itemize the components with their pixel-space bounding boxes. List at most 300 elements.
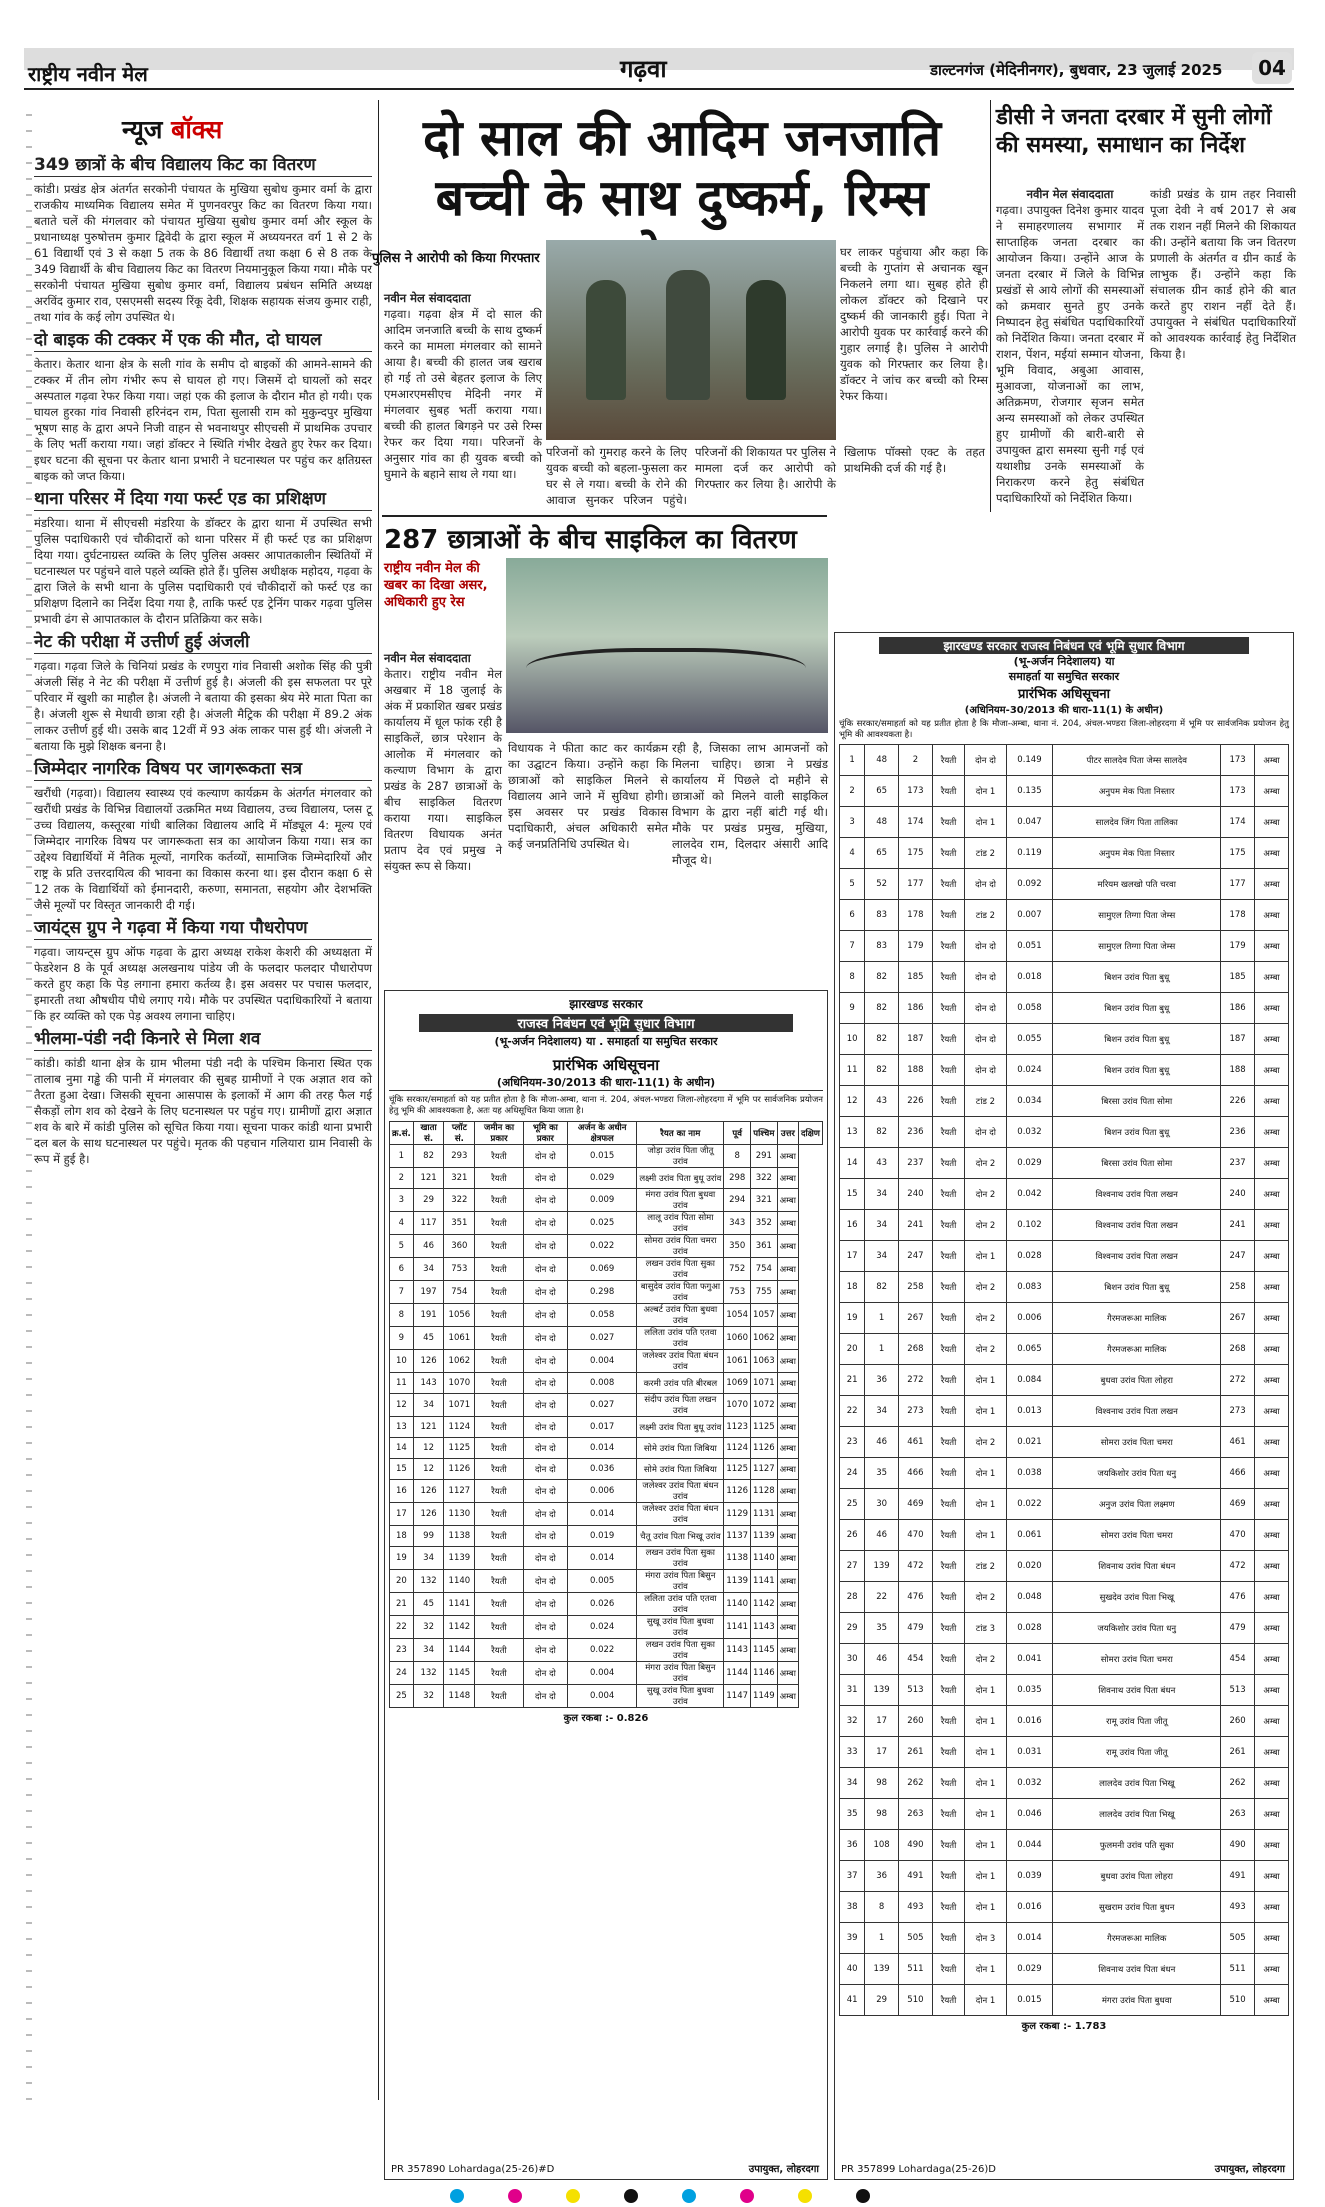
table-cell: 34 xyxy=(413,1258,444,1281)
table-cell: 173 xyxy=(1221,776,1255,807)
table-cell: 268 xyxy=(1221,1334,1255,1365)
table-row xyxy=(840,1334,1289,1365)
table-cell: अम्बा xyxy=(1254,1334,1288,1365)
table-cell: 1126 xyxy=(724,1480,751,1503)
table-row xyxy=(840,776,1289,807)
table-cell: बिशन उरांव पिता बुधू xyxy=(1053,1024,1221,1055)
left-story-headline: नेट की परीक्षा में उत्तीर्ण हुई अंजली xyxy=(34,631,372,654)
table-cell: रैयती xyxy=(475,1281,523,1304)
table-cell: 1144 xyxy=(444,1639,475,1662)
table-cell: अम्बा xyxy=(1254,1024,1288,1055)
table-row xyxy=(840,1675,1289,1706)
table-cell: दोन दो xyxy=(523,1480,567,1503)
table-cell: टांड 3 xyxy=(965,1613,1006,1644)
table-cell: 19 xyxy=(840,1303,865,1334)
table-cell: 27 xyxy=(840,1551,865,1582)
table-cell: 0.051 xyxy=(1006,931,1053,962)
table-row xyxy=(840,1582,1289,1613)
table-cell: 0.039 xyxy=(1006,1861,1053,1892)
table-cell: 0.028 xyxy=(1006,1241,1053,1272)
column-bar-left xyxy=(26,100,32,2100)
table-cell: करमी उरांव पति बीरबल xyxy=(637,1373,724,1394)
table-cell: 0.017 xyxy=(568,1417,637,1438)
table-cell: रैयती xyxy=(475,1459,523,1480)
table-cell: 0.032 xyxy=(1006,1768,1053,1799)
table-cell: 108 xyxy=(865,1830,899,1861)
table-cell: 0.025 xyxy=(568,1212,637,1235)
table-cell: 226 xyxy=(1221,1086,1255,1117)
table-cell: सुखराम उरांव पिता बुधन xyxy=(1053,1892,1221,1923)
table-cell: 32 xyxy=(413,1685,444,1708)
table-row xyxy=(840,1458,1289,1489)
table-cell: रैयती xyxy=(932,838,965,869)
lead-headline: दो साल की आदिम जनजाति बच्ची के साथ दुष्कर्म, रिम्स xyxy=(423,109,941,227)
table-cell: 32 xyxy=(413,1616,444,1639)
table-cell: 1 xyxy=(865,1303,899,1334)
table-row xyxy=(390,1145,823,1168)
table-cell: दोन दो xyxy=(523,1212,567,1235)
table-cell: 0.048 xyxy=(1006,1582,1053,1613)
table-cell: मंगरा उरांव पिता बिसुन उरांव xyxy=(637,1662,724,1685)
table-cell: दोन दो xyxy=(523,1570,567,1593)
table-cell: अम्बा xyxy=(1254,1830,1288,1861)
table-row xyxy=(390,1189,823,1212)
table-cell: 267 xyxy=(899,1303,933,1334)
table-cell: अम्बा xyxy=(777,1503,798,1526)
table-cell: दोन 2 xyxy=(965,1272,1006,1303)
table-cell: 268 xyxy=(899,1334,933,1365)
table-cell: रैयती xyxy=(475,1616,523,1639)
table-cell: रैयती xyxy=(932,1675,965,1706)
table-cell: रैयती xyxy=(475,1304,523,1327)
table-cell: 143 xyxy=(413,1373,444,1394)
table-cell: 236 xyxy=(1221,1117,1255,1148)
table-cell: 12 xyxy=(413,1438,444,1459)
table-header: दक्षिण xyxy=(798,1122,822,1145)
table-cell: गैरमजरूआ मालिक xyxy=(1053,1303,1221,1334)
table-cell: 4 xyxy=(390,1212,414,1235)
table-cell: 294 xyxy=(724,1189,751,1212)
section-name: गढ़वा xyxy=(620,55,667,83)
table-cell: 1131 xyxy=(751,1503,778,1526)
table-cell: दोन 1 xyxy=(965,807,1006,838)
table-row xyxy=(840,1799,1289,1830)
table-cell: अम्बा xyxy=(777,1459,798,1480)
notice-a-act: (अधिनियम-30/2013 की धारा-11(1) के अधीन) xyxy=(389,1075,823,1091)
masthead: राष्ट्रीय नवीन मेल xyxy=(28,62,148,86)
table-cell: दोन दो xyxy=(523,1593,567,1616)
table-cell: 15 xyxy=(390,1459,414,1480)
table-cell: 98 xyxy=(865,1768,899,1799)
table-cell: 12 xyxy=(390,1394,414,1417)
table-cell: 48 xyxy=(865,745,899,776)
table-cell: 17 xyxy=(865,1706,899,1737)
news-box-label: न्यूज बॉक्स xyxy=(122,115,223,144)
table-cell: रैयती xyxy=(475,1235,523,1258)
table-cell: रैयती xyxy=(932,1148,965,1179)
table-cell: रैयती xyxy=(932,807,965,838)
table-cell: 15 xyxy=(840,1179,865,1210)
table-cell: 0.034 xyxy=(1006,1086,1053,1117)
table-cell: 35 xyxy=(865,1458,899,1489)
table-cell: 45 xyxy=(413,1327,444,1350)
table-cell: संदीप उरांव पिता लखन उरांव xyxy=(637,1394,724,1417)
table-cell: रैयती xyxy=(932,1613,965,1644)
table-row xyxy=(840,1551,1289,1582)
table-cell: रैयती xyxy=(475,1373,523,1394)
table-cell: 1071 xyxy=(751,1373,778,1394)
table-cell: 0.022 xyxy=(568,1235,637,1258)
table-cell: 1142 xyxy=(751,1593,778,1616)
table-cell: रामू उरांव पिता जीतू xyxy=(1053,1706,1221,1737)
table-cell: 40 xyxy=(840,1954,865,1985)
table-cell: 46 xyxy=(865,1427,899,1458)
table-cell: अम्बा xyxy=(777,1438,798,1459)
table-cell: 7 xyxy=(390,1281,414,1304)
table-cell: दोन 1 xyxy=(965,1365,1006,1396)
table-cell: 14 xyxy=(390,1438,414,1459)
table-cell: 1145 xyxy=(444,1662,475,1685)
table-cell: 0.013 xyxy=(1006,1396,1053,1427)
table-cell: 173 xyxy=(1221,745,1255,776)
table-row xyxy=(840,1520,1289,1551)
table-row xyxy=(390,1212,823,1235)
table-cell: 0.092 xyxy=(1006,869,1053,900)
table-cell: अम्बा xyxy=(777,1417,798,1438)
table-cell: 2 xyxy=(390,1168,414,1189)
table-row xyxy=(390,1327,823,1350)
table-row xyxy=(840,1117,1289,1148)
table-cell: दोन दो xyxy=(523,1685,567,1708)
table-row xyxy=(390,1685,823,1708)
table-cell: 454 xyxy=(1221,1644,1255,1675)
table-cell: दोन दो xyxy=(965,745,1006,776)
table-cell: दोन दो xyxy=(523,1503,567,1526)
table-cell: 22 xyxy=(865,1582,899,1613)
table-cell: अम्बा xyxy=(1254,869,1288,900)
table-cell: दोन 1 xyxy=(965,1892,1006,1923)
table-header: जमीन का प्रकार xyxy=(475,1122,523,1145)
table-cell: 360 xyxy=(444,1235,475,1258)
notice-a-total: कुल रकबा :- 0.826 xyxy=(563,1713,649,1724)
notice-a-title: प्रारंभिक अधिसूचना xyxy=(552,1056,660,1074)
table-cell: 1142 xyxy=(444,1616,475,1639)
table-cell: दोन दो xyxy=(965,962,1006,993)
table-row xyxy=(390,1258,823,1281)
table-cell: 0.016 xyxy=(1006,1706,1053,1737)
table-cell: 1070 xyxy=(724,1394,751,1417)
table-cell: 1 xyxy=(865,1334,899,1365)
table-cell: अम्बा xyxy=(1254,1861,1288,1892)
table-cell: 361 xyxy=(751,1235,778,1258)
table-cell: 321 xyxy=(444,1168,475,1189)
janta-darbar-body: नवीन मेल संवाददाता गढ़वा। उपायुक्त दिनेश कुमार यादव ने समाहरणालय सभागार में साप्ताहिक जनता दरबार का आयोजन किया। उन्होंने आज के जनता दरबार में जिले के विभिन्न प्रखंडों से आये लोगों की समस्याओं को क्रमवार सुनते हुए उनके निष्पादन हेतु संबंधित पदाधिकारियों को निर्देशित किया। जनता दरबार में राशन, पेंशन, मईयां सम्मान योजना, भूमि विवाद, अबुआ आवास, मुआवजा, योजनाओं का लाभ, अतिक्रमण, रोजगार सृजन समेत अन्य समस्याओं को लेकर उपस्थित हुए ग्रामीणों की बारी-बारी से उपायुक्त द्वारा समस्या सुनी गई एवं यथाशीघ्र उनके समस्याओं के निराकरण करने हेतु संबंधित पदाधिकारियों को निर्देशित किया। xyxy=(996,187,1144,505)
table-cell: अम्बा xyxy=(777,1480,798,1503)
table-cell: 35 xyxy=(865,1613,899,1644)
table-cell: विश्वनाथ उरांव पिता लखन xyxy=(1053,1241,1221,1272)
table-cell: 1140 xyxy=(444,1570,475,1593)
table-cell: 1144 xyxy=(724,1662,751,1685)
table-cell: रैयती xyxy=(475,1685,523,1708)
table-cell: 65 xyxy=(865,838,899,869)
table-cell: अम्बा xyxy=(777,1189,798,1212)
table-cell: अम्बा xyxy=(777,1304,798,1327)
table-cell: 753 xyxy=(444,1258,475,1281)
table-cell: लालदेव उरांव पिता भिखू xyxy=(1053,1768,1221,1799)
table-cell: दोन 1 xyxy=(965,1985,1006,2016)
cycle-body-b: विधायक ने फीता काट कर कार्यक्रम का उद्घाटन किया। उन्होंने कहा कि छात्राओं को साइकिल मिलने से विद्यालय आने जाने में सुविधा होगी। इस अवसर पर प्रखंड विकास पदाधिकारी, अंचल अधिकारी समेत कई जनप्रतिनिधि उपस्थित थे। xyxy=(508,741,668,851)
table-cell: 262 xyxy=(1221,1768,1255,1799)
table-cell: दोन दो xyxy=(523,1526,567,1547)
table-cell: 34 xyxy=(865,1179,899,1210)
table-cell: 10 xyxy=(390,1350,414,1373)
table-cell: रैयती xyxy=(475,1327,523,1350)
table-cell: 36 xyxy=(840,1830,865,1861)
table-cell: 1057 xyxy=(751,1304,778,1327)
table-cell: 9 xyxy=(390,1327,414,1350)
table-cell: 23 xyxy=(840,1427,865,1458)
table-cell: 262 xyxy=(899,1768,933,1799)
table-cell: 28 xyxy=(840,1582,865,1613)
table-cell: 0.119 xyxy=(1006,838,1053,869)
table-cell: अम्बा xyxy=(1254,1272,1288,1303)
table-cell: 1060 xyxy=(724,1327,751,1350)
table-cell: 263 xyxy=(899,1799,933,1830)
table-cell: अम्बा xyxy=(1254,1675,1288,1706)
table-cell: 29 xyxy=(840,1613,865,1644)
table-cell: 0.009 xyxy=(568,1189,637,1212)
table-cell: अम्बा xyxy=(777,1373,798,1394)
table-cell: अम्बा xyxy=(1254,931,1288,962)
table-cell: 466 xyxy=(1221,1458,1255,1489)
table-row xyxy=(840,993,1289,1024)
table-cell: रैयती xyxy=(932,993,965,1024)
table-cell: 24 xyxy=(390,1662,414,1685)
notice-b-act: (अधिनियम-30/2013 की धारा-11(1) के अधीन) xyxy=(964,705,1164,716)
table-cell: अम्बा xyxy=(1254,1582,1288,1613)
table-cell: अम्बा xyxy=(777,1547,798,1570)
table-cell: 34 xyxy=(865,1241,899,1272)
table-cell: 35 xyxy=(840,1799,865,1830)
table-cell: 260 xyxy=(1221,1706,1255,1737)
table-cell: अम्बा xyxy=(1254,1892,1288,1923)
table-row xyxy=(840,1954,1289,1985)
table-cell: 1070 xyxy=(444,1373,475,1394)
table-row xyxy=(840,1210,1289,1241)
table-cell: 1141 xyxy=(724,1616,751,1639)
table-cell: 1141 xyxy=(444,1593,475,1616)
table-row xyxy=(390,1547,823,1570)
notice-b-sign: उपायुक्त, लोहरदगा xyxy=(1214,2164,1285,2175)
table-cell: दोन 2 xyxy=(965,1334,1006,1365)
table-row xyxy=(390,1304,823,1327)
table-cell: 0.027 xyxy=(568,1327,637,1350)
left-story-headline: दो बाइक की टक्कर में एक की मौत, दो घायल xyxy=(34,329,372,352)
table-cell: 236 xyxy=(899,1117,933,1148)
table-cell: 29 xyxy=(413,1189,444,1212)
table-cell: अम्बा xyxy=(777,1526,798,1547)
table-cell: जलेश्वर उरांव पिता बंधन उरांव xyxy=(637,1480,724,1503)
table-cell: दोन 1 xyxy=(965,1396,1006,1427)
table-row xyxy=(840,1830,1289,1861)
table-cell: लखन उरांव पिता सुका उरांव xyxy=(637,1639,724,1662)
table-header: पश्चिम xyxy=(751,1122,778,1145)
left-story-body: मंडरिया। थाना में सीएचसी मंडरिया के डॉक्टर के द्वारा थाना में उपस्थित सभी पुलिस पदाधिकारी एवं चौकीदारों को थाना परिसर में ही फर्स्ट एड का प्रशिक्षण दिया गया। दुर्घटनाग्रस्त व्यक्ति के लिए पुलिस अक्सर आपातकालीन स्थितियों में घटनास्थल पर पहुंचने वाले पहले व्यक्ति होते हैं। पुलिस अधीक्षक महोदय, गढ़वा के द्वारा जिले के सभी थाना के पुलिस पदाधिकारी एवं चौकीदारों को फर्स्ट एड का प्रशिक्षण दिलाने का निर्देश दिया गया है, ताकि फर्स्ट एड ट्रेनिंग पाकर गढ़वा पुलिस प्रभावी ढंग से आपातकाल के दौरान प्रतिक्रिया कर सके। xyxy=(34,516,372,626)
table-cell: 22 xyxy=(390,1616,414,1639)
table-cell: 0.058 xyxy=(568,1304,637,1327)
table-cell: बिशन उरांव पिता बुधू xyxy=(1053,1272,1221,1303)
table-cell: 1061 xyxy=(444,1327,475,1350)
table-cell: अम्बा xyxy=(777,1394,798,1417)
table-cell: रैयती xyxy=(932,1117,965,1148)
table-row xyxy=(390,1570,823,1593)
table-header: अर्जन के अधीन क्षेत्रफल xyxy=(568,1122,637,1145)
table-cell: दोन 2 xyxy=(965,1179,1006,1210)
table-cell: 186 xyxy=(1221,993,1255,1024)
table-cell: दोन 2 xyxy=(965,1582,1006,1613)
notice-b-org: झारखण्ड सरकार राजस्व निबंधन एवं भूमि सुधार विभाग xyxy=(879,637,1249,654)
table-cell: 1125 xyxy=(751,1417,778,1438)
table-cell: 1062 xyxy=(444,1350,475,1373)
table-cell: 173 xyxy=(899,776,933,807)
table-cell: टांड 2 xyxy=(965,1086,1006,1117)
table-cell: 1139 xyxy=(444,1547,475,1570)
table-cell: 1125 xyxy=(444,1438,475,1459)
table-cell: 25 xyxy=(840,1489,865,1520)
table-cell: दोन दो xyxy=(523,1189,567,1212)
table-cell: अम्बा xyxy=(1254,1799,1288,1830)
table-cell: 0.024 xyxy=(568,1616,637,1639)
table-cell: 9 xyxy=(840,993,865,1024)
table-cell: 65 xyxy=(865,776,899,807)
table-cell: दोन दो xyxy=(523,1547,567,1570)
table-cell: 0.135 xyxy=(1006,776,1053,807)
table-cell: सोमे उरांव पिता जिबिया xyxy=(637,1459,724,1480)
table-cell: दोन दो xyxy=(523,1438,567,1459)
table-row xyxy=(390,1526,823,1547)
table-cell: अम्बा xyxy=(1254,1427,1288,1458)
table-cell: 490 xyxy=(1221,1830,1255,1861)
table-cell: 8 xyxy=(390,1304,414,1327)
table-cell: 0.019 xyxy=(568,1526,637,1547)
table-cell: रैयती xyxy=(932,1055,965,1086)
table-cell: रैयती xyxy=(932,1241,965,1272)
table-cell: 513 xyxy=(1221,1675,1255,1706)
notice-a-org: झारखण्ड सरकार xyxy=(569,997,643,1011)
table-cell: बिशन उरांव पिता बुधू xyxy=(1053,962,1221,993)
table-cell: 322 xyxy=(444,1189,475,1212)
table-cell: दोन 3 xyxy=(965,1923,1006,1954)
table-cell: 6 xyxy=(840,900,865,931)
table-cell: 0.024 xyxy=(1006,1055,1053,1086)
table-cell: 188 xyxy=(899,1055,933,1086)
table-cell: बिशन उरांव पिता बुधू xyxy=(1053,993,1221,1024)
janta-darbar-headline: डीसी ने जनता दरबार में सुनी लोगों की समस्या, समाधान का निर्देश xyxy=(996,105,1272,158)
table-cell: रैयती xyxy=(475,1258,523,1281)
table-cell: 17 xyxy=(840,1241,865,1272)
table-cell: 752 xyxy=(724,1258,751,1281)
table-cell: 258 xyxy=(899,1272,933,1303)
table-cell: रैयती xyxy=(932,931,965,962)
left-story-headline: जिम्मेदार नागरिक विषय पर जागरूकता सत्र xyxy=(34,758,372,781)
table-cell: 22 xyxy=(840,1396,865,1427)
table-cell: 1127 xyxy=(444,1480,475,1503)
table-cell: 0.026 xyxy=(568,1593,637,1616)
table-cell: 34 xyxy=(413,1394,444,1417)
table-cell: रैयती xyxy=(475,1394,523,1417)
table-cell: रैयती xyxy=(475,1526,523,1547)
table-cell: 5 xyxy=(840,869,865,900)
table-cell: 240 xyxy=(1221,1179,1255,1210)
table-cell: दोन दो xyxy=(523,1281,567,1304)
left-story-headline: थाना परिसर में दिया गया फर्स्ट एड का प्रशिक्षण xyxy=(34,488,372,511)
table-cell: 16 xyxy=(390,1480,414,1503)
table-cell: रैयती xyxy=(475,1662,523,1685)
table-header: उत्तर xyxy=(777,1122,798,1145)
table-cell: 5 xyxy=(390,1235,414,1258)
table-cell: अम्बा xyxy=(777,1327,798,1350)
table-cell: 82 xyxy=(413,1145,444,1168)
table-cell: 1129 xyxy=(724,1503,751,1526)
table-cell: 188 xyxy=(1221,1055,1255,1086)
table-cell: अम्बा xyxy=(1254,1954,1288,1985)
table-cell: अम्बा xyxy=(1254,1117,1288,1148)
table-cell: 260 xyxy=(899,1706,933,1737)
table-cell: 1062 xyxy=(751,1327,778,1350)
table-cell: रैयती xyxy=(932,1365,965,1396)
table-cell: अम्बा xyxy=(777,1258,798,1281)
table-cell: 178 xyxy=(899,900,933,931)
table-cell: अम्बा xyxy=(777,1639,798,1662)
table-cell: बासुदेव उरांव पिता फगुआ उरांव xyxy=(637,1281,724,1304)
table-row xyxy=(840,1241,1289,1272)
table-cell: रैयती xyxy=(932,1985,965,2016)
table-cell: 0.047 xyxy=(1006,807,1053,838)
table-cell: 0.065 xyxy=(1006,1334,1053,1365)
table-cell: अम्बा xyxy=(1254,1768,1288,1799)
table-cell: रैयती xyxy=(475,1189,523,1212)
table-cell: 16 xyxy=(840,1210,865,1241)
table-cell: 491 xyxy=(899,1861,933,1892)
table-cell: मंगरा उरांव पिता बिसुन उरांव xyxy=(637,1570,724,1593)
table-cell: 38 xyxy=(840,1892,865,1923)
table-row xyxy=(390,1639,823,1662)
table-cell: 0.004 xyxy=(568,1350,637,1373)
table-cell: अम्बा xyxy=(777,1593,798,1616)
table-cell: अम्बा xyxy=(1254,962,1288,993)
table-cell: दोन 2 xyxy=(965,1303,1006,1334)
table-cell: 476 xyxy=(1221,1582,1255,1613)
notice-a-table xyxy=(389,1121,823,1708)
table-cell: 3 xyxy=(390,1189,414,1212)
table-cell: 0.005 xyxy=(568,1570,637,1593)
notice-b-code: PR 357899 Lohardaga(25-26)D xyxy=(841,2164,996,2175)
table-cell: अम्बा xyxy=(1254,1520,1288,1551)
table-cell: रैयती xyxy=(475,1547,523,1570)
table-row xyxy=(840,1055,1289,1086)
table-cell: 197 xyxy=(413,1281,444,1304)
table-cell: रैयती xyxy=(932,1396,965,1427)
table-cell: 17 xyxy=(865,1737,899,1768)
table-cell: 179 xyxy=(1221,931,1255,962)
table-cell: 753 xyxy=(724,1281,751,1304)
table-cell: रैयती xyxy=(932,1210,965,1241)
printer-marks xyxy=(60,2188,1260,2207)
table-cell: 20 xyxy=(390,1570,414,1593)
table-header: क्र.सं. xyxy=(390,1122,414,1145)
table-cell: जयकिशोर उरांव पिता धनु xyxy=(1053,1613,1221,1644)
table-cell: 41 xyxy=(840,1985,865,2016)
